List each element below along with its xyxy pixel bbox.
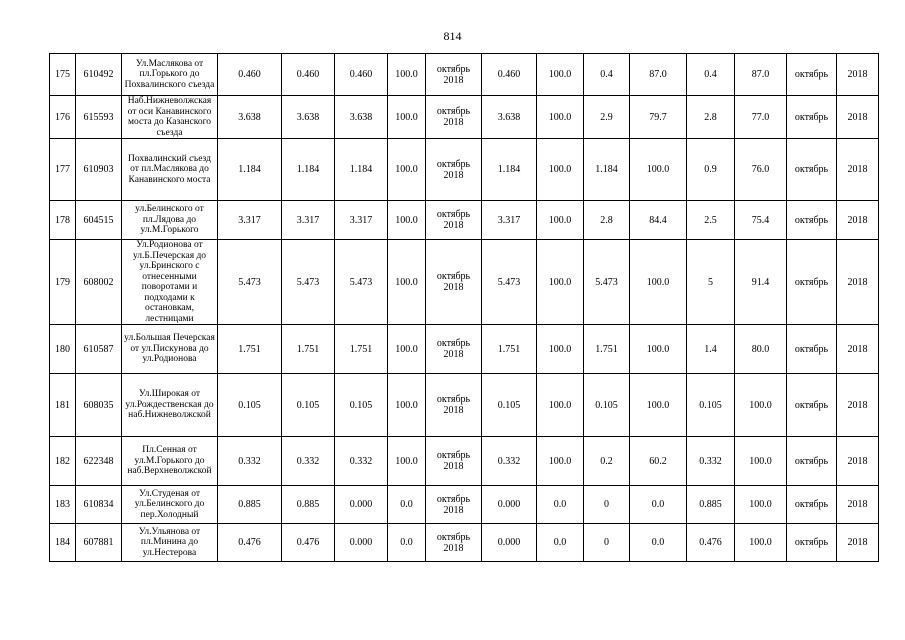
- row-number: 182: [50, 437, 76, 486]
- table-row: [50, 486, 879, 524]
- road-code: 610834: [76, 486, 122, 524]
- percent-4: 87.0: [735, 54, 787, 96]
- length-value-4: 0.105: [482, 374, 537, 437]
- length-value-2: 0.105: [282, 374, 335, 437]
- percent-1: 100.0: [388, 325, 426, 374]
- table-row: [50, 437, 879, 486]
- percent-2: 0.0: [537, 486, 584, 524]
- row-number: 183: [50, 486, 76, 524]
- percent-4: 91.4: [735, 240, 787, 325]
- length-value-5: 1.751: [584, 325, 630, 374]
- year: 2018: [837, 240, 879, 325]
- table-row: [50, 240, 879, 325]
- survey-date: октябрь 2018: [426, 139, 482, 201]
- percent-1: 0.0: [388, 524, 426, 562]
- percent-4: 100.0: [735, 486, 787, 524]
- length-value-6: 5: [687, 240, 735, 325]
- length-value-5: 1.184: [584, 139, 630, 201]
- year: 2018: [837, 139, 879, 201]
- percent-3: 0.0: [630, 486, 687, 524]
- percent-3: 79.7: [630, 96, 687, 139]
- percent-2: 100.0: [537, 437, 584, 486]
- percent-3: 100.0: [630, 139, 687, 201]
- row-number: 184: [50, 524, 76, 562]
- percent-1: 100.0: [388, 240, 426, 325]
- survey-date: октябрь 2018: [426, 240, 482, 325]
- survey-date: октябрь 2018: [426, 325, 482, 374]
- table-row: [50, 201, 879, 240]
- length-value-4: 0.000: [482, 524, 537, 562]
- percent-4: 100.0: [735, 374, 787, 437]
- length-value-1: 1.751: [218, 325, 282, 374]
- percent-1: 100.0: [388, 54, 426, 96]
- survey-date: октябрь 2018: [426, 524, 482, 562]
- street-description: Похвалинский съезд от пл.Маслякова до Канавинского моста: [122, 139, 218, 201]
- month: октябрь: [787, 524, 837, 562]
- length-value-4: 1.184: [482, 139, 537, 201]
- year: 2018: [837, 54, 879, 96]
- length-value-4: 0.332: [482, 437, 537, 486]
- length-value-6: 0.476: [687, 524, 735, 562]
- length-value-1: 5.473: [218, 240, 282, 325]
- percent-4: 100.0: [735, 524, 787, 562]
- percent-2: 100.0: [537, 96, 584, 139]
- length-value-4: 0.000: [482, 486, 537, 524]
- length-value-4: 5.473: [482, 240, 537, 325]
- percent-2: 100.0: [537, 201, 584, 240]
- table-row: [50, 139, 879, 201]
- length-value-6: 1.4: [687, 325, 735, 374]
- road-code: 604515: [76, 201, 122, 240]
- month: октябрь: [787, 325, 837, 374]
- month: октябрь: [787, 96, 837, 139]
- length-value-3: 0.460: [335, 54, 388, 96]
- length-value-3: 3.317: [335, 201, 388, 240]
- road-code: 622348: [76, 437, 122, 486]
- length-value-2: 0.885: [282, 486, 335, 524]
- length-value-3: 0.000: [335, 524, 388, 562]
- percent-3: 84.4: [630, 201, 687, 240]
- length-value-2: 3.638: [282, 96, 335, 139]
- percent-1: 100.0: [388, 201, 426, 240]
- street-description: Наб.Нижневолжская от оси Канавинского моста до Казанского съезда: [122, 96, 218, 139]
- length-value-5: 5.473: [584, 240, 630, 325]
- length-value-5: 0.4: [584, 54, 630, 96]
- road-code: 608002: [76, 240, 122, 325]
- length-value-4: 3.317: [482, 201, 537, 240]
- length-value-2: 5.473: [282, 240, 335, 325]
- length-value-6: 0.332: [687, 437, 735, 486]
- length-value-1: 0.332: [218, 437, 282, 486]
- length-value-6: 2.5: [687, 201, 735, 240]
- length-value-1: 3.638: [218, 96, 282, 139]
- percent-3: 100.0: [630, 325, 687, 374]
- length-value-2: 1.184: [282, 139, 335, 201]
- length-value-2: 3.317: [282, 201, 335, 240]
- length-value-3: 0.332: [335, 437, 388, 486]
- percent-1: 100.0: [388, 374, 426, 437]
- length-value-6: 0.105: [687, 374, 735, 437]
- year: 2018: [837, 201, 879, 240]
- survey-date: октябрь 2018: [426, 486, 482, 524]
- survey-date: октябрь 2018: [426, 437, 482, 486]
- percent-4: 76.0: [735, 139, 787, 201]
- table-row: [50, 96, 879, 139]
- percent-3: 87.0: [630, 54, 687, 96]
- length-value-3: 1.184: [335, 139, 388, 201]
- percent-3: 60.2: [630, 437, 687, 486]
- length-value-3: 5.473: [335, 240, 388, 325]
- percent-4: 100.0: [735, 437, 787, 486]
- road-code: 610492: [76, 54, 122, 96]
- percent-3: 0.0: [630, 524, 687, 562]
- length-value-5: 0: [584, 486, 630, 524]
- row-number: 181: [50, 374, 76, 437]
- percent-3: 100.0: [630, 374, 687, 437]
- percent-1: 100.0: [388, 96, 426, 139]
- length-value-2: 0.332: [282, 437, 335, 486]
- length-value-1: 0.105: [218, 374, 282, 437]
- month: октябрь: [787, 437, 837, 486]
- row-number: 178: [50, 201, 76, 240]
- street-description: ул.Большая Печерская от ул.Пискунова до ул.Родионова: [122, 325, 218, 374]
- length-value-1: 3.317: [218, 201, 282, 240]
- row-number: 175: [50, 54, 76, 96]
- percent-2: 100.0: [537, 240, 584, 325]
- year: 2018: [837, 524, 879, 562]
- road-code: 615593: [76, 96, 122, 139]
- length-value-4: 1.751: [482, 325, 537, 374]
- table-row: [50, 54, 879, 96]
- survey-date: октябрь 2018: [426, 96, 482, 139]
- year: 2018: [837, 437, 879, 486]
- percent-2: 100.0: [537, 139, 584, 201]
- percent-2: 100.0: [537, 54, 584, 96]
- length-value-1: 0.885: [218, 486, 282, 524]
- month: октябрь: [787, 240, 837, 325]
- length-value-6: 0.9: [687, 139, 735, 201]
- survey-date: октябрь 2018: [426, 54, 482, 96]
- length-value-3: 0.000: [335, 486, 388, 524]
- percent-1: 100.0: [388, 437, 426, 486]
- length-value-4: 0.460: [482, 54, 537, 96]
- percent-4: 77.0: [735, 96, 787, 139]
- length-value-1: 0.476: [218, 524, 282, 562]
- month: октябрь: [787, 374, 837, 437]
- row-number: 179: [50, 240, 76, 325]
- table-row: [50, 524, 879, 562]
- percent-3: 100.0: [630, 240, 687, 325]
- row-number: 177: [50, 139, 76, 201]
- length-value-1: 1.184: [218, 139, 282, 201]
- percent-2: 100.0: [537, 325, 584, 374]
- year: 2018: [837, 374, 879, 437]
- length-value-2: 0.460: [282, 54, 335, 96]
- month: октябрь: [787, 486, 837, 524]
- road-code: 607881: [76, 524, 122, 562]
- percent-2: 100.0: [537, 374, 584, 437]
- road-registry-table: [49, 53, 879, 562]
- length-value-4: 3.638: [482, 96, 537, 139]
- percent-1: 100.0: [388, 139, 426, 201]
- table-row: [50, 325, 879, 374]
- street-description: Ул.Маслякова от пл.Горького до Похвалинского съезда: [122, 54, 218, 96]
- month: октябрь: [787, 54, 837, 96]
- street-description: Ул.Ульянова от пл.Минина до ул.Нестерова: [122, 524, 218, 562]
- street-description: ул.Белинского от пл.Лядова до ул.М.Горького: [122, 201, 218, 240]
- road-code: 610587: [76, 325, 122, 374]
- street-description: Ул.Родионова от ул.Б.Печерская до ул.Бринского с отнесенными поворотами и подходами к остановкам, лестницами: [122, 240, 218, 325]
- length-value-5: 0.105: [584, 374, 630, 437]
- length-value-5: 0.2: [584, 437, 630, 486]
- length-value-3: 3.638: [335, 96, 388, 139]
- percent-2: 0.0: [537, 524, 584, 562]
- length-value-1: 0.460: [218, 54, 282, 96]
- year: 2018: [837, 96, 879, 139]
- row-number: 176: [50, 96, 76, 139]
- length-value-6: 0.4: [687, 54, 735, 96]
- length-value-3: 0.105: [335, 374, 388, 437]
- street-description: Ул.Широкая от ул.Рождественская до наб.Нижневолжской: [122, 374, 218, 437]
- percent-1: 0.0: [388, 486, 426, 524]
- street-description: Пл.Сенная от ул.М.Горького до наб.Верхневолжской: [122, 437, 218, 486]
- length-value-5: 0: [584, 524, 630, 562]
- length-value-6: 2.8: [687, 96, 735, 139]
- survey-date: октябрь 2018: [426, 201, 482, 240]
- table-row: [50, 374, 879, 437]
- length-value-5: 2.8: [584, 201, 630, 240]
- percent-4: 80.0: [735, 325, 787, 374]
- month: октябрь: [787, 139, 837, 201]
- length-value-5: 2.9: [584, 96, 630, 139]
- road-code: 608035: [76, 374, 122, 437]
- length-value-3: 1.751: [335, 325, 388, 374]
- survey-date: октябрь 2018: [426, 374, 482, 437]
- length-value-6: 0.885: [687, 486, 735, 524]
- street-description: Ул.Студеная от ул.Белинского до пер.Холодный: [122, 486, 218, 524]
- month: октябрь: [787, 201, 837, 240]
- percent-4: 75.4: [735, 201, 787, 240]
- road-code: 610903: [76, 139, 122, 201]
- year: 2018: [837, 325, 879, 374]
- row-number: 180: [50, 325, 76, 374]
- page-number: 814: [443, 29, 462, 43]
- length-value-2: 1.751: [282, 325, 335, 374]
- length-value-2: 0.476: [282, 524, 335, 562]
- year: 2018: [837, 486, 879, 524]
